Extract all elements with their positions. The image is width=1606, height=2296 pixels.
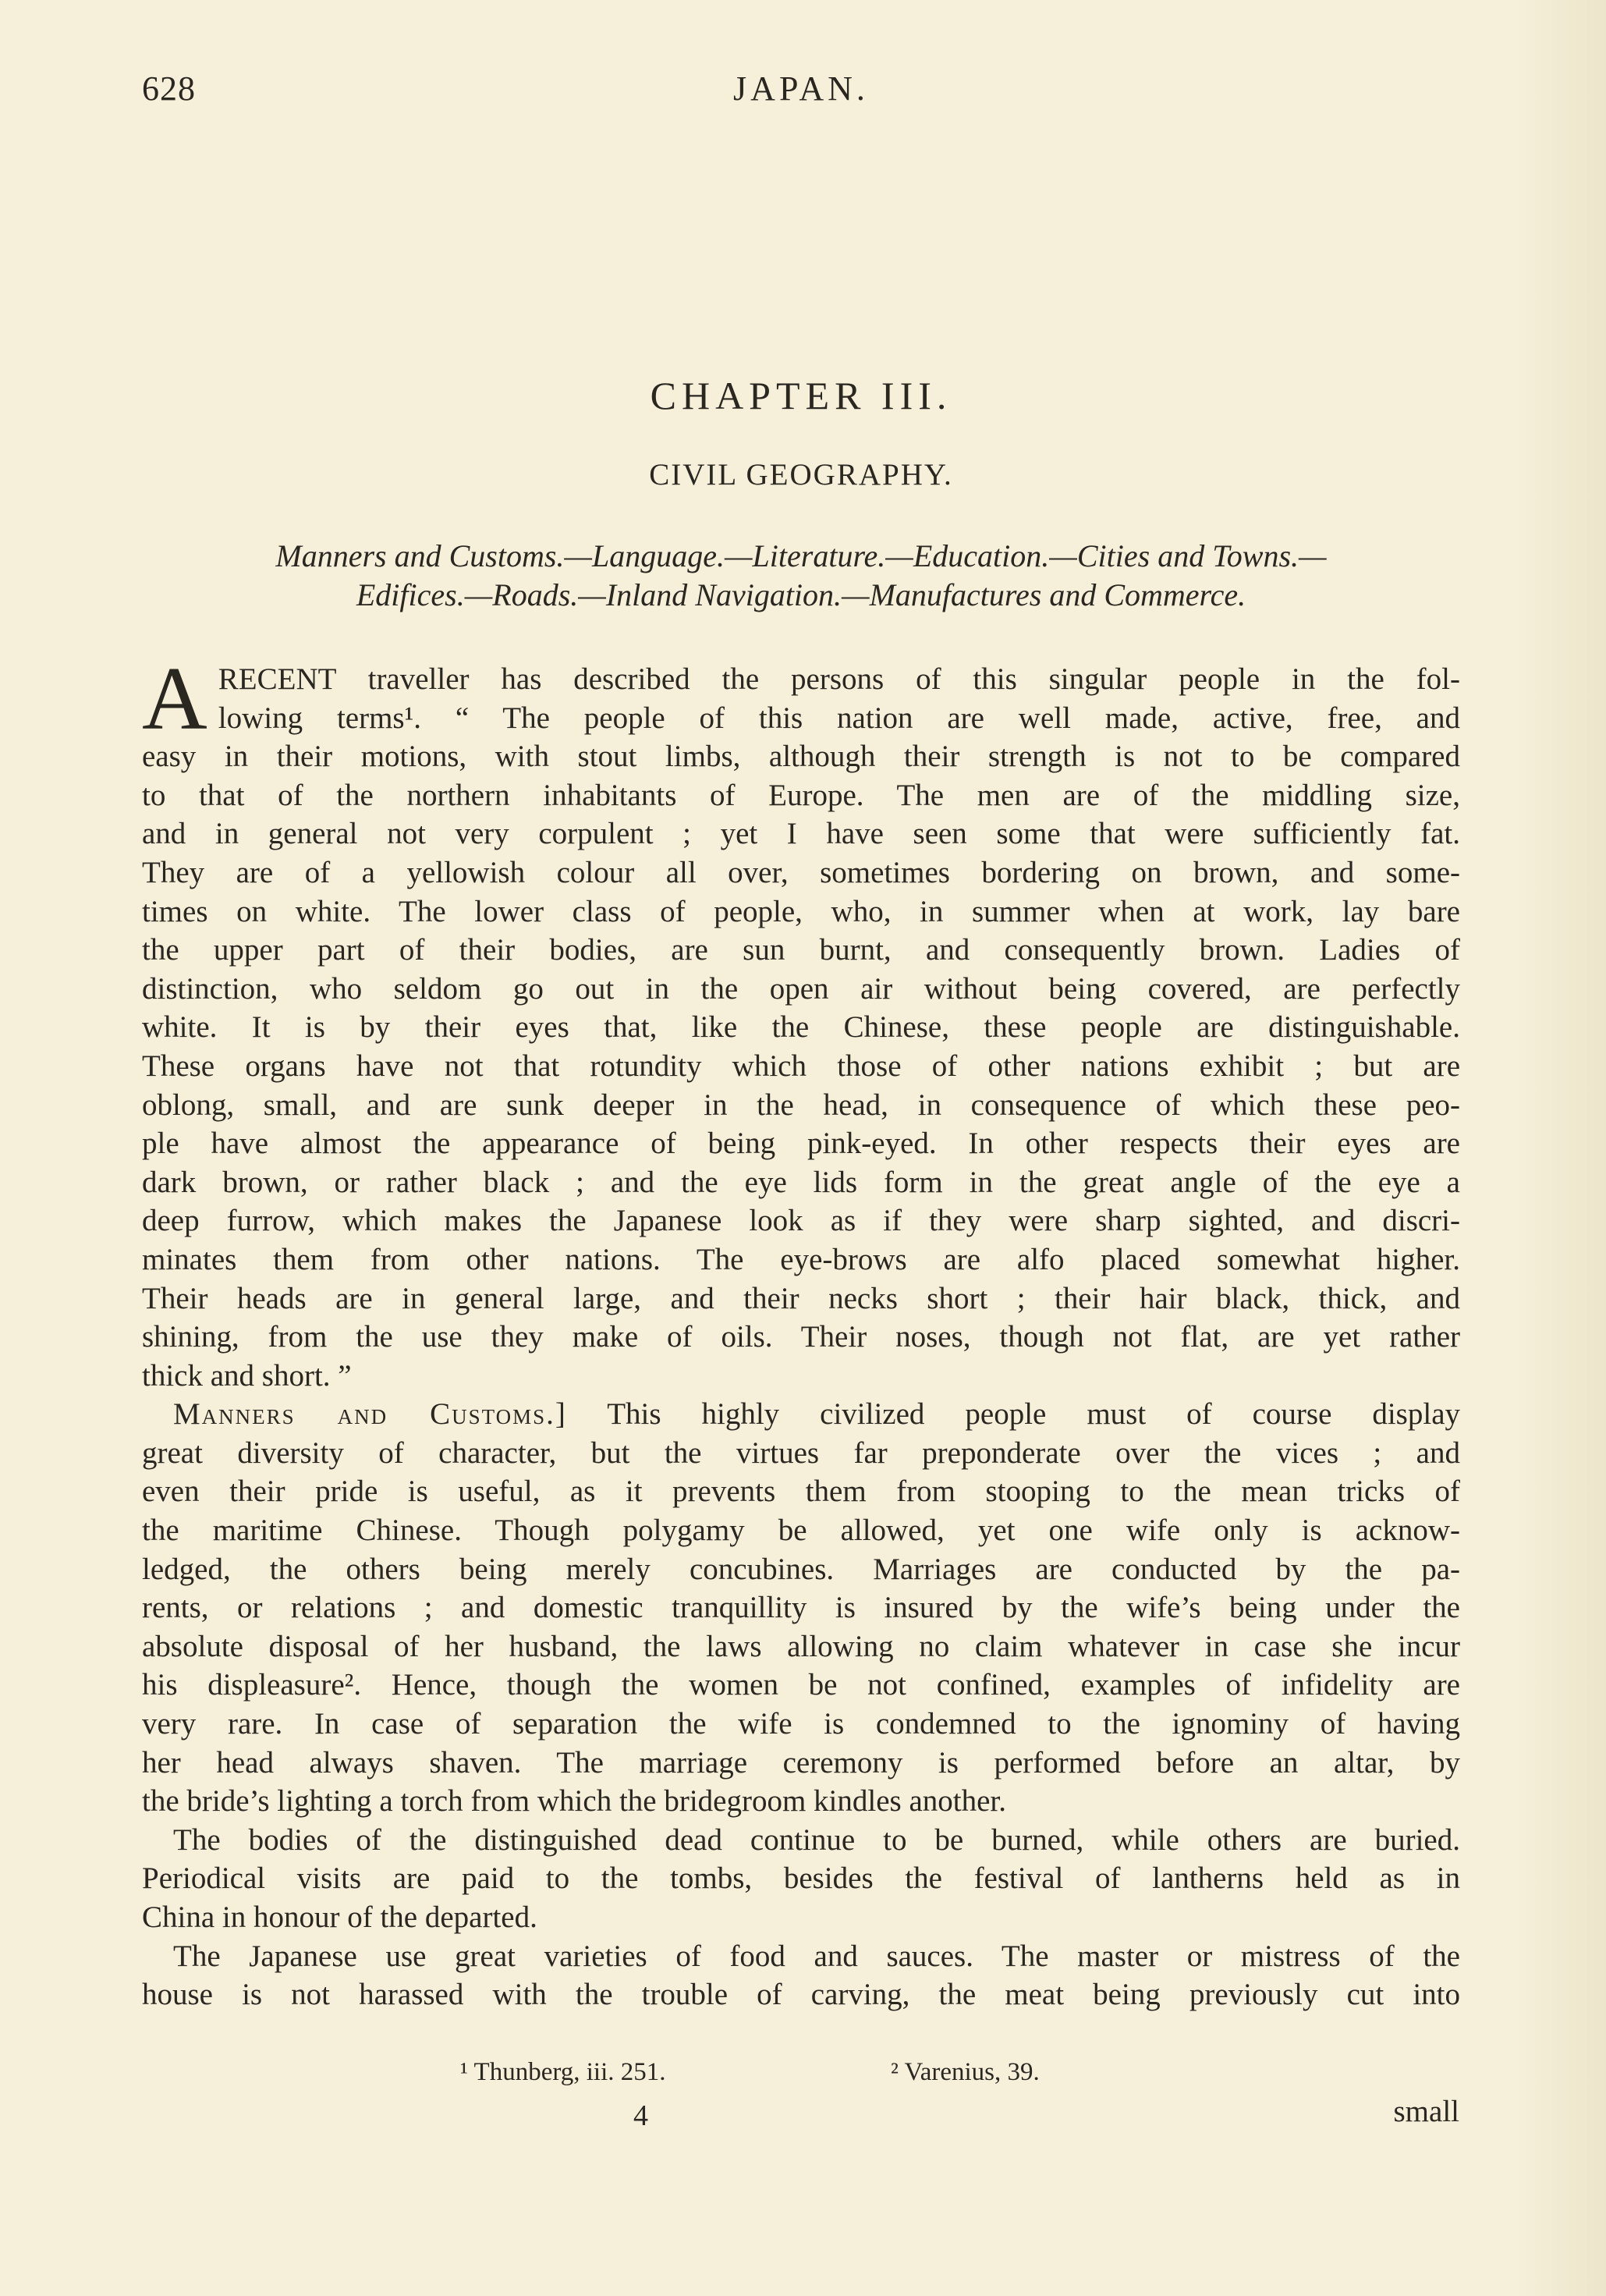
page-header [142,69,1460,115]
page-edge-shadow [1512,0,1606,2296]
section-title: CIVIL GEOGRAPHY. [649,458,953,491]
text-line: Their heads are in general large, and their necks short ; their hair black, thick, and [142,1281,1460,1315]
text-line: distinction, who seldom go out in the open air without being covered, are perfectly [142,971,1460,1006]
summary-line-2: Edifices.—Roads.—Inland Navigation.—Manufactures and Commerce. [356,577,1246,612]
text-line: absolute disposal of her husband, the laws allowing no claim whatever in case she incur [142,1629,1460,1663]
text-line: very rare. In case of separation the wife is condemned to the ignominy of having [142,1707,1460,1741]
text-line: These organs have not that rotundity which those of other nations exhibit ; but are [142,1049,1460,1083]
text-line: white. It is by their eyes that, like the Chinese, these people are distinguishable. [142,1010,1460,1045]
text-line: the bride’s lighting a torch from which the bridegroom kindles another. [142,1784,1006,1819]
catchword: small [1393,2095,1459,2128]
paragraph-1 [142,649,1460,1395]
text-line: minates them from other nations. The eye-brows are alfo placed somewhat higher. [142,1242,1460,1276]
paragraph-4 [142,1937,1460,2014]
text-line: to that of the northern inhabitants of Europe. The men are of the middling size, [142,778,1460,812]
text-line: ple have almost the appearance of being pink-eyed. In other respects their eyes are [142,1127,1460,1161]
text-line: times on white. The lower class of people, who, in summer when at work, lay bare [142,894,1460,928]
text-line: lowing terms¹. “ The people of this nation are well made, active, free, and [218,701,1460,735]
text-line: great diversity of character, but the virtues far preponderate over the vices ; and [142,1435,1460,1470]
text-line: oblong, small, and are sunk deeper in the head, in consequence of which these peo- [142,1088,1460,1122]
text-line: even their pride is useful, as it prevents them from stooping to the mean tricks of [142,1474,1460,1509]
text-line: deep furrow, which makes the Japanese look as if they were sharp sighted, and discri- [142,1204,1460,1238]
chapter-summary [142,537,1460,615]
text-line: the upper part of their bodies, are sun burnt, and consequently brown. Ladies of [142,933,1460,967]
text-line: her head always shaven. The marriage ceremony is performed before an altar, by [142,1745,1460,1780]
text-line: The Japanese use great varieties of food and sauces. The master or mistress of the [173,1939,1460,1973]
text-line: house is not harassed with the trouble of carving, the meat being previously cut into [142,1978,1460,2012]
text-line: Periodical visits are paid to the tombs, besides the festival of lantherns held as in [142,1861,1460,1896]
summary-line-1: Manners and Customs.—Language.—Literature.—Education.—Cities and Towns.— [275,538,1327,573]
text-line: dark brown, or rather black ; and the eye lids form in the great angle of the eye a [142,1165,1460,1199]
text-line: his displeasure². Hence, though the women be not confined, examples of infidelity are [142,1668,1460,1702]
drop-cap: A [142,649,207,749]
text-line: easy in their motions, with stout limbs, although their strength is not to be compared [142,740,1460,774]
text-line: and in general not very corpulent ; yet I have seen some that were sufficiently fat. [142,817,1460,851]
page-number: 628 [142,69,196,108]
paragraph-2 [142,1395,1460,1821]
text-fragment: This highly civilized people must of course display [607,1397,1460,1432]
text-line [142,1395,1460,1434]
text-line: China in honour of the departed. [142,1900,537,1934]
text-line: thick and short. ” [142,1358,352,1393]
chapter-title: CHAPTER III. [650,374,952,417]
text-line: RECENT traveller has described the persons of this singular people in the fol- [218,662,1460,696]
signature-mark: 4 [633,2099,648,2132]
running-head: JAPAN. [733,69,869,108]
side-heading: Manners and Customs.] [173,1397,567,1432]
paragraph-3 [142,1821,1460,1937]
footnote-1: ¹ Thunberg, iii. 251. [460,2058,666,2086]
text-line: They are of a yellowish colour all over, sometimes bordering on brown, and some- [142,855,1460,889]
text-line: the maritime Chinese. Though polygamy be allowed, yet one wife only is acknow- [142,1514,1460,1548]
text-line: shining, from the use they make of oils. Their noses, though not flat, are yet rather [142,1320,1460,1354]
body-text [142,649,1460,2014]
footnote-2: ² Varenius, 39. [891,2058,1040,2086]
text-line: rents, or relations ; and domestic tranquillity is insured by the wife’s being under the [142,1591,1460,1625]
text-line: ledged, the others being merely concubines. Marriages are conducted by the pa- [142,1552,1460,1586]
text-line: The bodies of the distinguished dead continue to be burned, while others are buried. [173,1822,1460,1857]
footnotes [142,2058,1460,2097]
